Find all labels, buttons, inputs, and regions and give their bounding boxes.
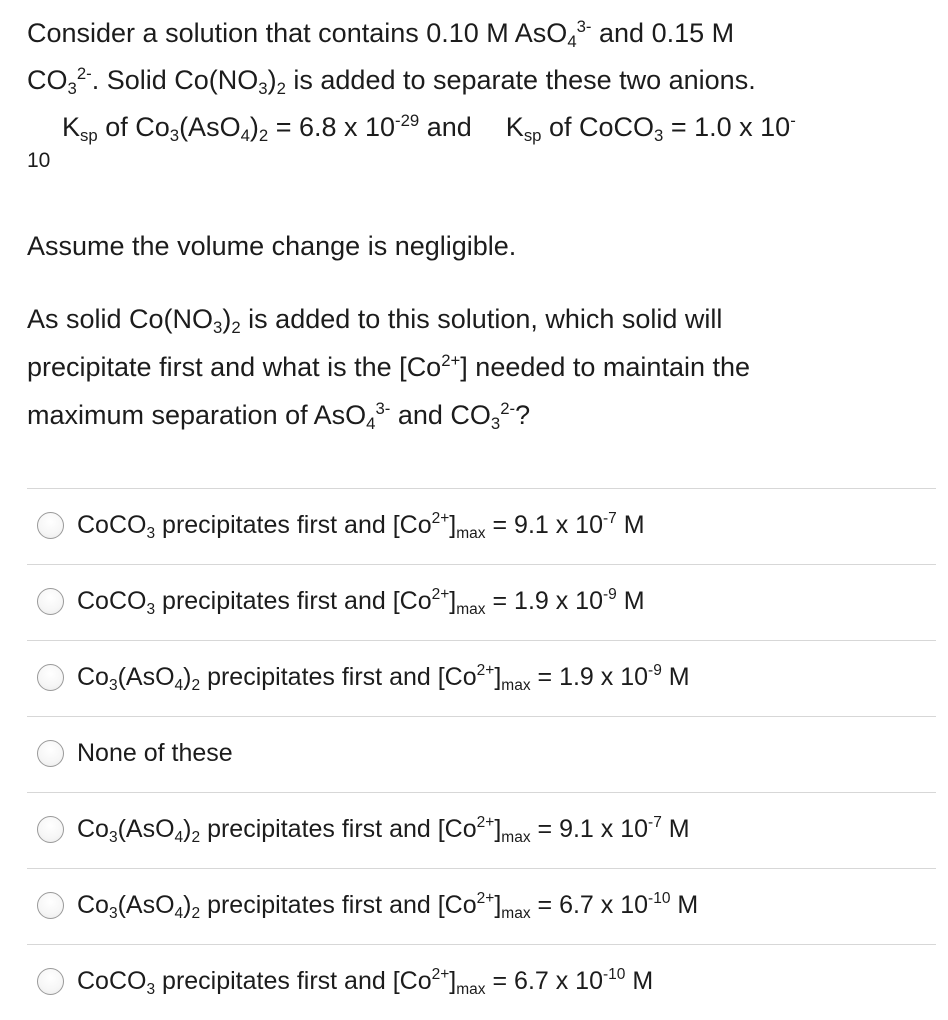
option-label: $Co_3(AsO_4)_2$ precipitates first and $[Co^{2+}]_{max} = 9.1$ x $10^{-7}$ M [77, 814, 690, 846]
answer-option[interactable] [27, 564, 936, 640]
answer-option[interactable] [27, 944, 936, 1020]
radio-button[interactable] [37, 816, 64, 843]
answer-option[interactable] [27, 488, 936, 564]
option-label: $Co_3(AsO_4)_2$ precipitates first and $[Co^{2+}]_{max} = 1.9$ x $10^{-9}$ M [77, 662, 690, 694]
question-line-2: $CO_3^{2-}$. Solid $Co(NO_3)_2$ is added to separate these two anions. [27, 63, 756, 99]
answer-option[interactable] [27, 640, 936, 716]
radio-button[interactable] [37, 892, 64, 919]
answer-options [27, 488, 936, 1020]
radio-button[interactable] [37, 740, 64, 767]
answer-option[interactable] [27, 792, 936, 868]
ksp-values-line: $K_{sp}$ of $Co_3(AsO_4)_2 = 6.8$ x $10^{-29}$ and $K_{sp}$ of CoCO$_3$ = 1.0 x 10- [62, 110, 796, 146]
radio-button[interactable] [37, 968, 64, 995]
question-line-assume: Assume the volume change is negligible. [27, 231, 517, 261]
option-label: None of these [77, 739, 233, 767]
question-line-7: maximum separation of AsO$_4^{3-}$ and $CO_3^{2-}$? [27, 398, 531, 434]
radio-button[interactable] [37, 512, 64, 539]
ksp-exponent-overflow: 10 [27, 149, 51, 172]
radio-button[interactable] [37, 588, 64, 615]
option-label: CoCO$_3$ precipitates first and $[Co^{2+}]_{max} = 6.7$ x $10^{-10}$ M [77, 966, 654, 998]
option-label: CoCO$_3$ precipitates first and $[Co^{2+}]_{max} = 9.1$ x $10^{-7}$ M [77, 510, 645, 542]
question-line-6: precipitate first and what is the $[Co^{2+}]$ needed to maintain the [27, 350, 751, 382]
option-label: $Co_3(AsO_4)_2$ precipitates first and $[Co^{2+}]_{max} = 6.7$ x $10^{-10}$ M [77, 890, 699, 922]
answer-option[interactable] [27, 716, 936, 792]
answer-option[interactable] [27, 868, 936, 944]
question-line-5: As solid $Co(NO_3)_2$ is added to this solution, which solid will [27, 304, 723, 338]
option-label: CoCO$_3$ precipitates first and $[Co^{2+}]_{max} = 1.9$ x $10^{-9}$ M [77, 586, 645, 618]
radio-button[interactable] [37, 664, 64, 691]
question-line-1: Consider a solution that contains 0.10 M AsO$_4^{3-}$ and 0.15 M [27, 16, 735, 52]
